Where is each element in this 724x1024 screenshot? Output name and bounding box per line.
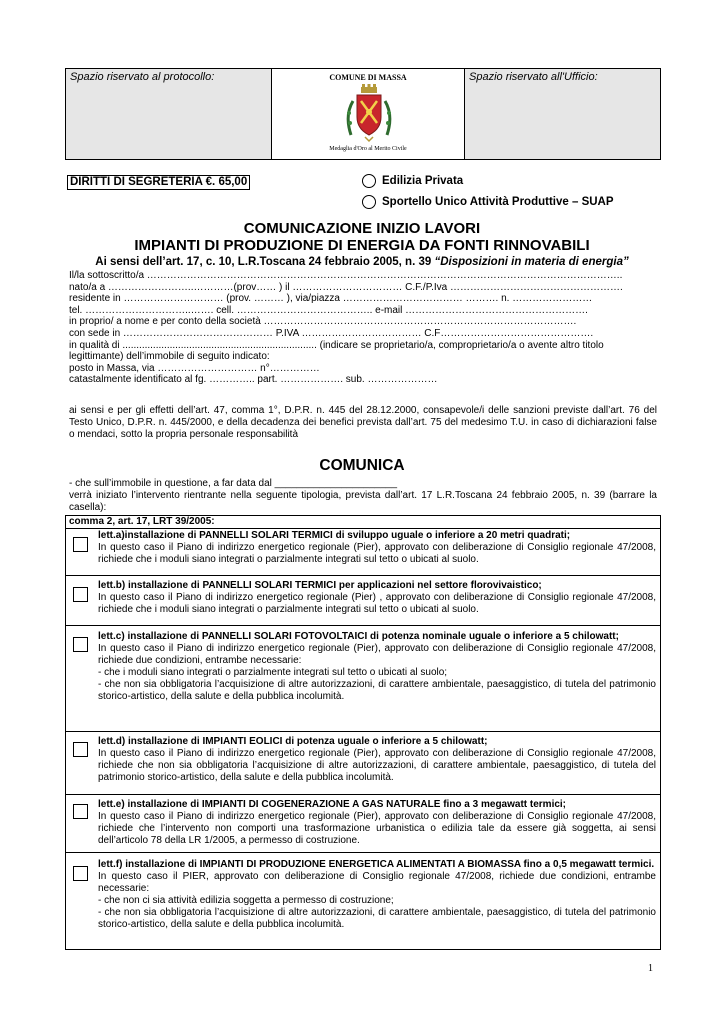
form-line-address[interactable]: posto in Massa, via ………………………… n°……………: [69, 362, 320, 374]
separator: [66, 852, 660, 856]
page-number: 1: [648, 963, 653, 974]
form-line-role[interactable]: in qualità di ...................................................................... (indicare se proprietario/a, comproprietario/a o avente altro titolo: [69, 339, 604, 351]
item-a-title: lett.a)installazione di PANNELLI SOLARI TERMICI di sviluppo uguale o inferiore a 20 metri quadrati;: [98, 530, 571, 541]
checkbox-c[interactable]: [73, 637, 88, 652]
logo-cell: [272, 69, 465, 159]
item-e-title: lett.e) installazione di IMPIANTI DI COGENERAZIONE A GAS NATURALE fino a 3 megawatt termici;: [98, 799, 567, 810]
diritti-segreteria: DIRITTI DI SEGRETERIA €. 65,00: [67, 175, 250, 190]
subtitle-normal: Ai sensi dell’art. 17, c. 10, L.R.Toscana 24 febbraio 2005, n. 39: [95, 256, 435, 268]
coat-of-arms-icon: [345, 83, 393, 143]
item-b-title: lett.b) installazione di PANNELLI SOLARI TERMICI per applicazioni nel settore florovivaistico;: [98, 580, 542, 591]
subtitle-italic: “Disposizioni in materia di energia”: [434, 256, 629, 268]
declaration-paragraph: ai sensi e per gli effetti dell’art. 47, comma 1°, D.P.R. n. 445 del 28.12.2000, consapevole/i delle sanzioni previste dall’art. 76 del Testo Unico, D.P.R. n. 445/2000, e della decadenza dei benefici prevista dall’art. 75 del medesimo T.U. in caso di dichiarazioni false o mendaci, sotto la propria personale responsabilità: [69, 405, 657, 440]
form-line-contacts[interactable]: tel. …………………………..……. cell. ………………………………….. e-mail ……………………………………………….: [69, 304, 588, 316]
radio-suap[interactable]: [362, 195, 376, 209]
ufficio-label: Spazio riservato all'Ufficio:: [469, 71, 598, 83]
option-edilizia-label: Edilizia Privata: [382, 175, 464, 187]
protocol-label: Spazio riservato al protocollo:: [70, 71, 215, 83]
checkbox-f[interactable]: [73, 866, 88, 881]
item-f-bullet-1: - che non ci sia attività edilizia soggetta a permesso di costruzione;: [98, 895, 394, 906]
option-suap[interactable]: [362, 195, 614, 209]
option-item-f: [66, 858, 660, 948]
form-line-company[interactable]: in proprio/ a nome e per conto della società ………………………………………………………………………………….: [69, 316, 577, 328]
checkbox-e[interactable]: [73, 804, 88, 819]
item-f-title: lett.f) installazione di IMPIANTI DI PRODUZIONE ENERGETICA ALIMENTATI A BIOMASSA fino a 0,5 megawatt termici.: [98, 859, 655, 870]
item-d-body: In questo caso il Piano di indirizzo energetico regionale (Pier), approvato con deliberazione di Consiglio regionale 47/2008, richiede che non sia obbligatoria l’acquisizione di altre autorizzazioni, di carattere ambientale, paesaggistico, di tutela del patrimonio storico-artistico, della salute e della pubblica incolumità.: [98, 748, 656, 783]
item-d-title: lett.d) installazione di IMPIANTI EOLICI di potenza uguale o inferiore a 5 chilowatt;: [98, 736, 488, 747]
document-title: COMUNICAZIONE INIZIO LAVORI: [243, 220, 481, 237]
applicant-form: [69, 270, 659, 386]
form-line-role-cont: legittimante) dell’immobile di seguito indicato:: [69, 351, 270, 363]
item-f-bullet-2: - che non sia obbligatoria l’acquisizione di altre autorizzazioni, di carattere ambientale, paesaggistico, di tutela del patrimonio storico-artistico, della salute e della pubblica incolumità.: [98, 907, 656, 930]
item-c-body: In questo caso il Piano di indirizzo energetico regionale (Pier), approvato con deliberazione di Consiglio regionale 47/2008, richiede due condizioni, entrambe necessarie:: [98, 643, 656, 666]
comunica-intro: verrà iniziato l’intervento rientrante nella seguente tipologia, prevista dall’art. 17 L.R.Toscana 24 febbraio 2005, n. 39 (barrare la casella):: [69, 490, 657, 513]
medaglia-text: Medaglia d'Oro al Merito Civile: [329, 146, 407, 152]
item-c-bullet-2: - che non sia obbligatoria l’acquisizione di altre autorizzazioni, di carattere ambientale, paesaggistico, di tutela del patrimonio storico-artistico, della salute e della pubblica incolumità.: [98, 679, 656, 702]
ufficio-cell[interactable]: [465, 69, 660, 159]
header-table: [65, 68, 661, 160]
item-c-title: lett.c) installazione di PANNELLI SOLARI FOTOVOLTAICI di potenza nominale uguale o inferiore a 5 chilowatt;: [98, 631, 619, 642]
comunica-heading: COMUNICA: [319, 457, 405, 474]
document-subtitle: [60, 255, 664, 269]
form-line-company-seat[interactable]: con sede in ……………………………………… P.IVA ……………………………… C.F……………………………………….: [69, 327, 594, 339]
option-suap-label: Sportello Unico Attività Produttive – SUAP: [382, 196, 614, 208]
option-item-b: [66, 579, 660, 629]
comunica-date-line[interactable]: - che sull’immobile in questione, a far data dal ______________________: [69, 478, 398, 489]
option-item-e: [66, 798, 660, 856]
box-header: comma 2, art. 17, LRT 39/2005:: [66, 516, 660, 529]
document-title-2: IMPIANTI DI PRODUZIONE DI ENERGIA DA FONTI RINNOVABILI: [134, 237, 590, 254]
protocol-cell[interactable]: [66, 69, 272, 159]
comune-name: COMUNE DI MASSA: [329, 73, 407, 82]
option-item-d: [66, 735, 660, 798]
item-f-body: In questo caso il PIER, approvato con deliberazione di Consiglio regionale 47/2008, richiede due condizioni, entrambe necessarie:: [98, 871, 656, 894]
form-line-birth[interactable]: nato/a a ……………………..…………(prov…… ) il …………………………… C.F./P.Iva …………………………………………….: [69, 281, 623, 293]
checkbox-a[interactable]: [73, 537, 88, 552]
option-edilizia[interactable]: [362, 174, 463, 188]
form-line-cadastral[interactable]: catastalmente identificato al fg. ………….. part. ………………. sub. …………………: [69, 374, 438, 386]
form-line-residence[interactable]: residente in ………………………… (prov. ……… ), via/piazza ……………………………… ………. n. ……………………: [69, 293, 593, 305]
item-e-body: In questo caso il Piano di indirizzo energetico regionale (Pier), approvato con deliberazione di Consiglio regionale 47/2008, richiede che l’intervento non comporti una trasformazione urbanistica o edilizia tale da essere già soggetta, ai sensi dell’articolo 78 della LR 1/2005, a permesso di costruzione.: [98, 811, 656, 846]
item-a-body: In questo caso il Piano di indirizzo energetico regionale (Pier), approvato con deliberazione di Consiglio regionale 47/2008, richiede che i moduli siano integrati o parzialmente integrati sul tetto o ubicati al suolo.: [98, 542, 656, 565]
item-c-bullet-1: - che i moduli siano integrati o parzialmente integrati sul tetto o ubicati al suolo;: [98, 667, 448, 678]
intervention-options-box: [65, 515, 661, 950]
item-b-body: In questo caso il Piano di indirizzo energetico regionale (Pier) , approvato con deliberazione di Consiglio regionale 47/2008, richiede che i moduli siano integrati o parzialmente integrati sul tetto o ubicati al suolo.: [98, 592, 656, 615]
checkbox-b[interactable]: [73, 587, 88, 602]
form-line-name[interactable]: Il/la sottoscritto/a ……………………………………………………………………………………………………………………………..: [69, 270, 623, 281]
checkbox-d[interactable]: [73, 742, 88, 757]
option-item-a: [66, 529, 660, 579]
option-item-c: [66, 629, 660, 735]
radio-edilizia[interactable]: [362, 174, 376, 188]
